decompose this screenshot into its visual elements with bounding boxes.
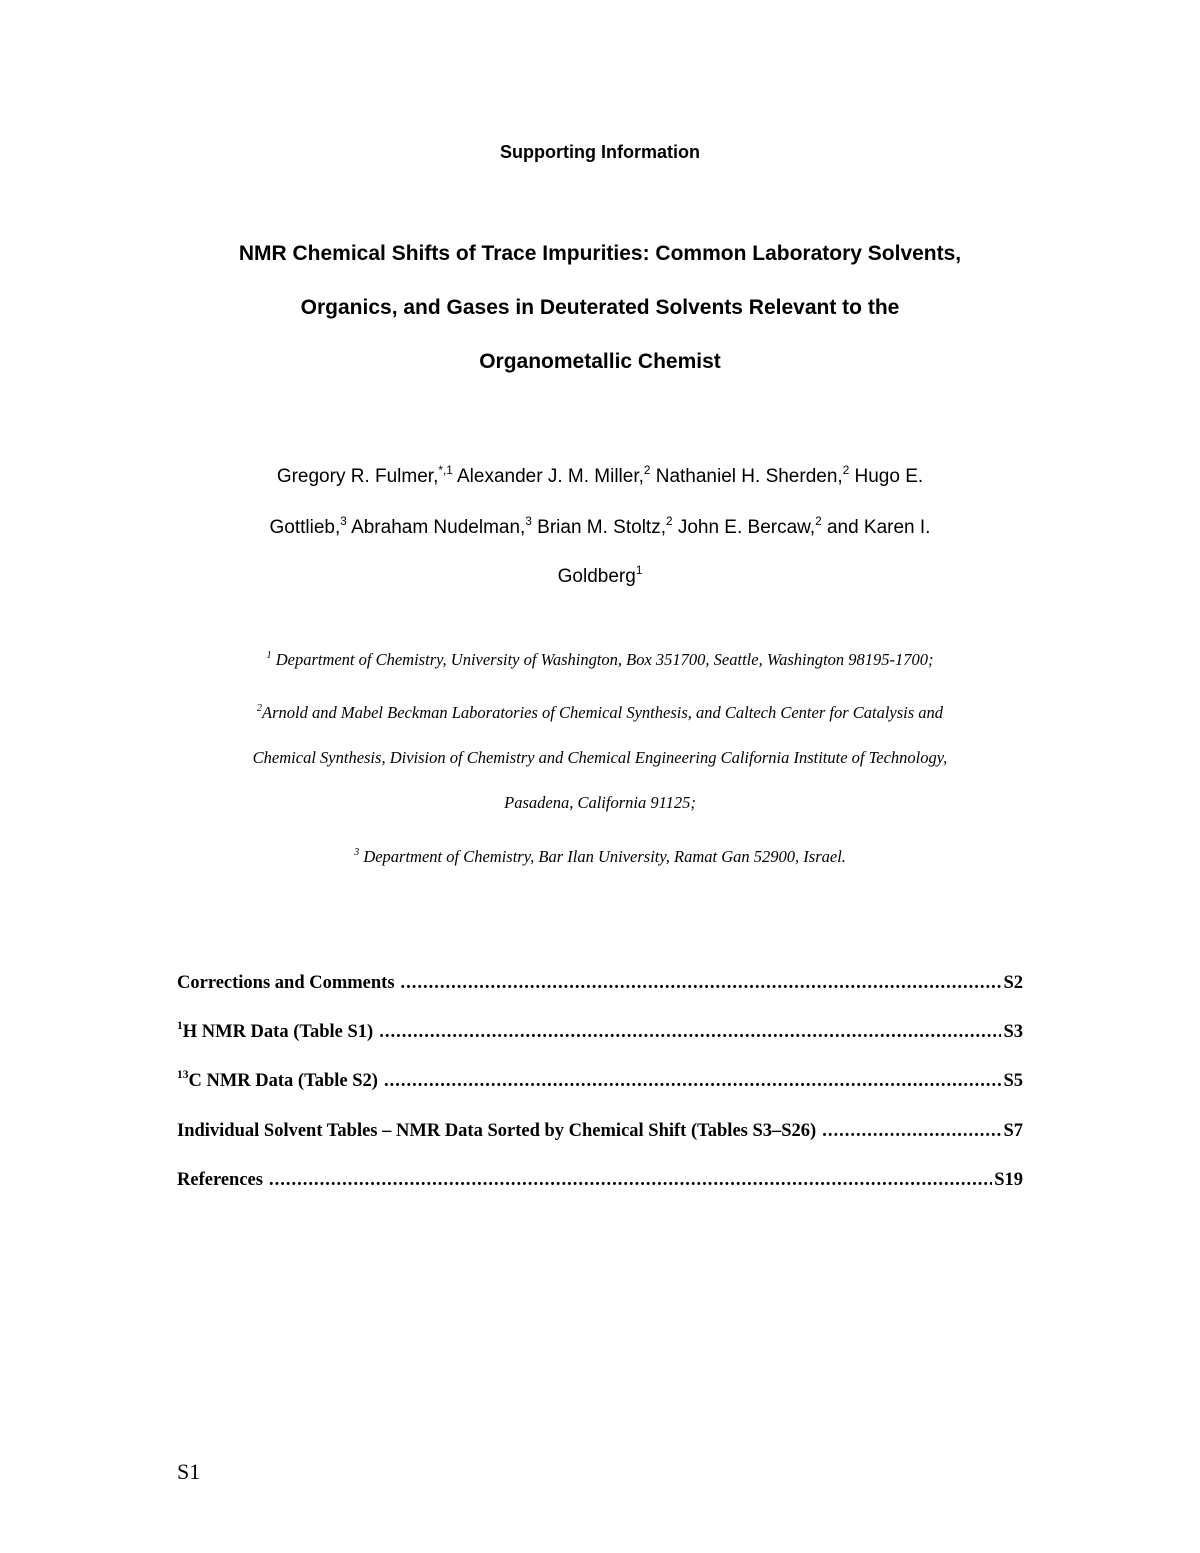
affiliation-mark: 1 [266,649,272,661]
author-name: Abraham Nudelman, [351,517,526,538]
author-list-line-2 [0,514,1200,539]
author-name-fragment: and Karen I. [826,517,931,538]
author-list-line-3 [0,563,1200,588]
paper-title-line-2: Organics, and Gases in Deuterated Solvents Relevant to the [300,296,900,319]
paper-title-line-1: NMR Chemical Shifts of Trace Impurities: Common Laboratory Solvents, [238,242,962,265]
author-name-fragment: Gottlieb, [269,517,341,538]
author-affiliation-mark: 2 [815,514,822,528]
author-affiliation-mark: *,1 [438,463,453,477]
toc-entry-page: S5 [1003,1071,1023,1091]
affiliation-2-line-1 [0,703,1200,723]
toc-dot-leader [384,1071,1002,1092]
toc-entry-13c-nmr-data[interactable] [177,1068,1023,1092]
toc-entry-label: References [177,1170,263,1190]
toc-entry-page: S2 [1003,973,1023,993]
toc-entry-label: $^1$H NMR Data (Table S1) [177,1019,374,1042]
toc-dot-leader [401,973,1002,994]
paper-title-line-3: Organometallic Chemist [479,350,721,373]
toc-entry-page: S7 [1003,1121,1023,1141]
toc-dot-leader [822,1121,1001,1142]
author-name-fragment: Goldberg [557,566,636,587]
author-affiliation-mark: 3 [340,514,347,528]
author-name: Nathaniel H. Sherden, [655,466,843,487]
affiliation-3 [0,847,1200,867]
author-affiliation-mark: 2 [842,463,850,477]
toc-entry-1h-nmr-data[interactable] [177,1019,1023,1043]
affiliation-text: Arnold and Mabel Beckman Laboratories of Chemical Synthesis, and Caltech Center for Catalysis and [262,703,944,722]
toc-entry-references[interactable] [177,1170,1023,1191]
author-affiliation-mark: 2 [665,514,673,528]
toc-entry-page: S3 [1003,1022,1023,1042]
affiliation-text: Department of Chemistry, Bar Ilan University, Ramat Gan 52900, Israel. [363,847,846,866]
author-name: John E. Bercaw, [677,517,816,538]
affiliation-mark: 3 [354,846,360,858]
affiliation-2-line-2: Chemical Synthesis, Division of Chemistry and Chemical Engineering California Institute of Technology, [252,748,948,767]
isotope-mark: 1 [177,1019,183,1032]
toc-entry-label: Individual Solvent Tables – NMR Data Sorted by Chemical Shift (Tables S3–S26) [177,1121,817,1141]
author-list-line-1 [0,463,1200,488]
author-affiliation-mark: 3 [525,514,532,528]
toc-entry-label: $^{13}$C NMR Data (Table S2) [177,1068,378,1091]
author-name: Brian M. Stoltz, [537,517,666,538]
toc-dot-leader [379,1022,1001,1043]
affiliation-2-line-3: Pasadena, California 91125; [504,793,696,812]
author-name: Gregory R. Fulmer, [276,466,439,487]
author-affiliation-mark: 1 [635,563,643,577]
affiliation-1 [0,650,1200,670]
author-name: Alexander J. M. Miller, [457,466,644,487]
toc-dot-leader [269,1170,992,1191]
toc-entry-page: S19 [994,1170,1023,1190]
page-number: S1 [177,1459,201,1484]
supporting-information-heading: Supporting Information [500,142,700,162]
toc-entry-label: Corrections and Comments [177,973,395,993]
affiliation-text: Department of Chemistry, University of Washington, Box 351700, Seattle, Washington 98195-1700; [275,650,934,669]
toc-entry-individual-solvent-tables[interactable] [177,1121,1023,1142]
author-affiliation-mark: 2 [643,463,651,477]
toc-entry-corrections[interactable] [177,973,1023,994]
affiliation-mark: 2 [256,702,263,714]
author-name-fragment: Hugo E. [854,466,924,487]
isotope-mark: 13 [177,1068,189,1081]
